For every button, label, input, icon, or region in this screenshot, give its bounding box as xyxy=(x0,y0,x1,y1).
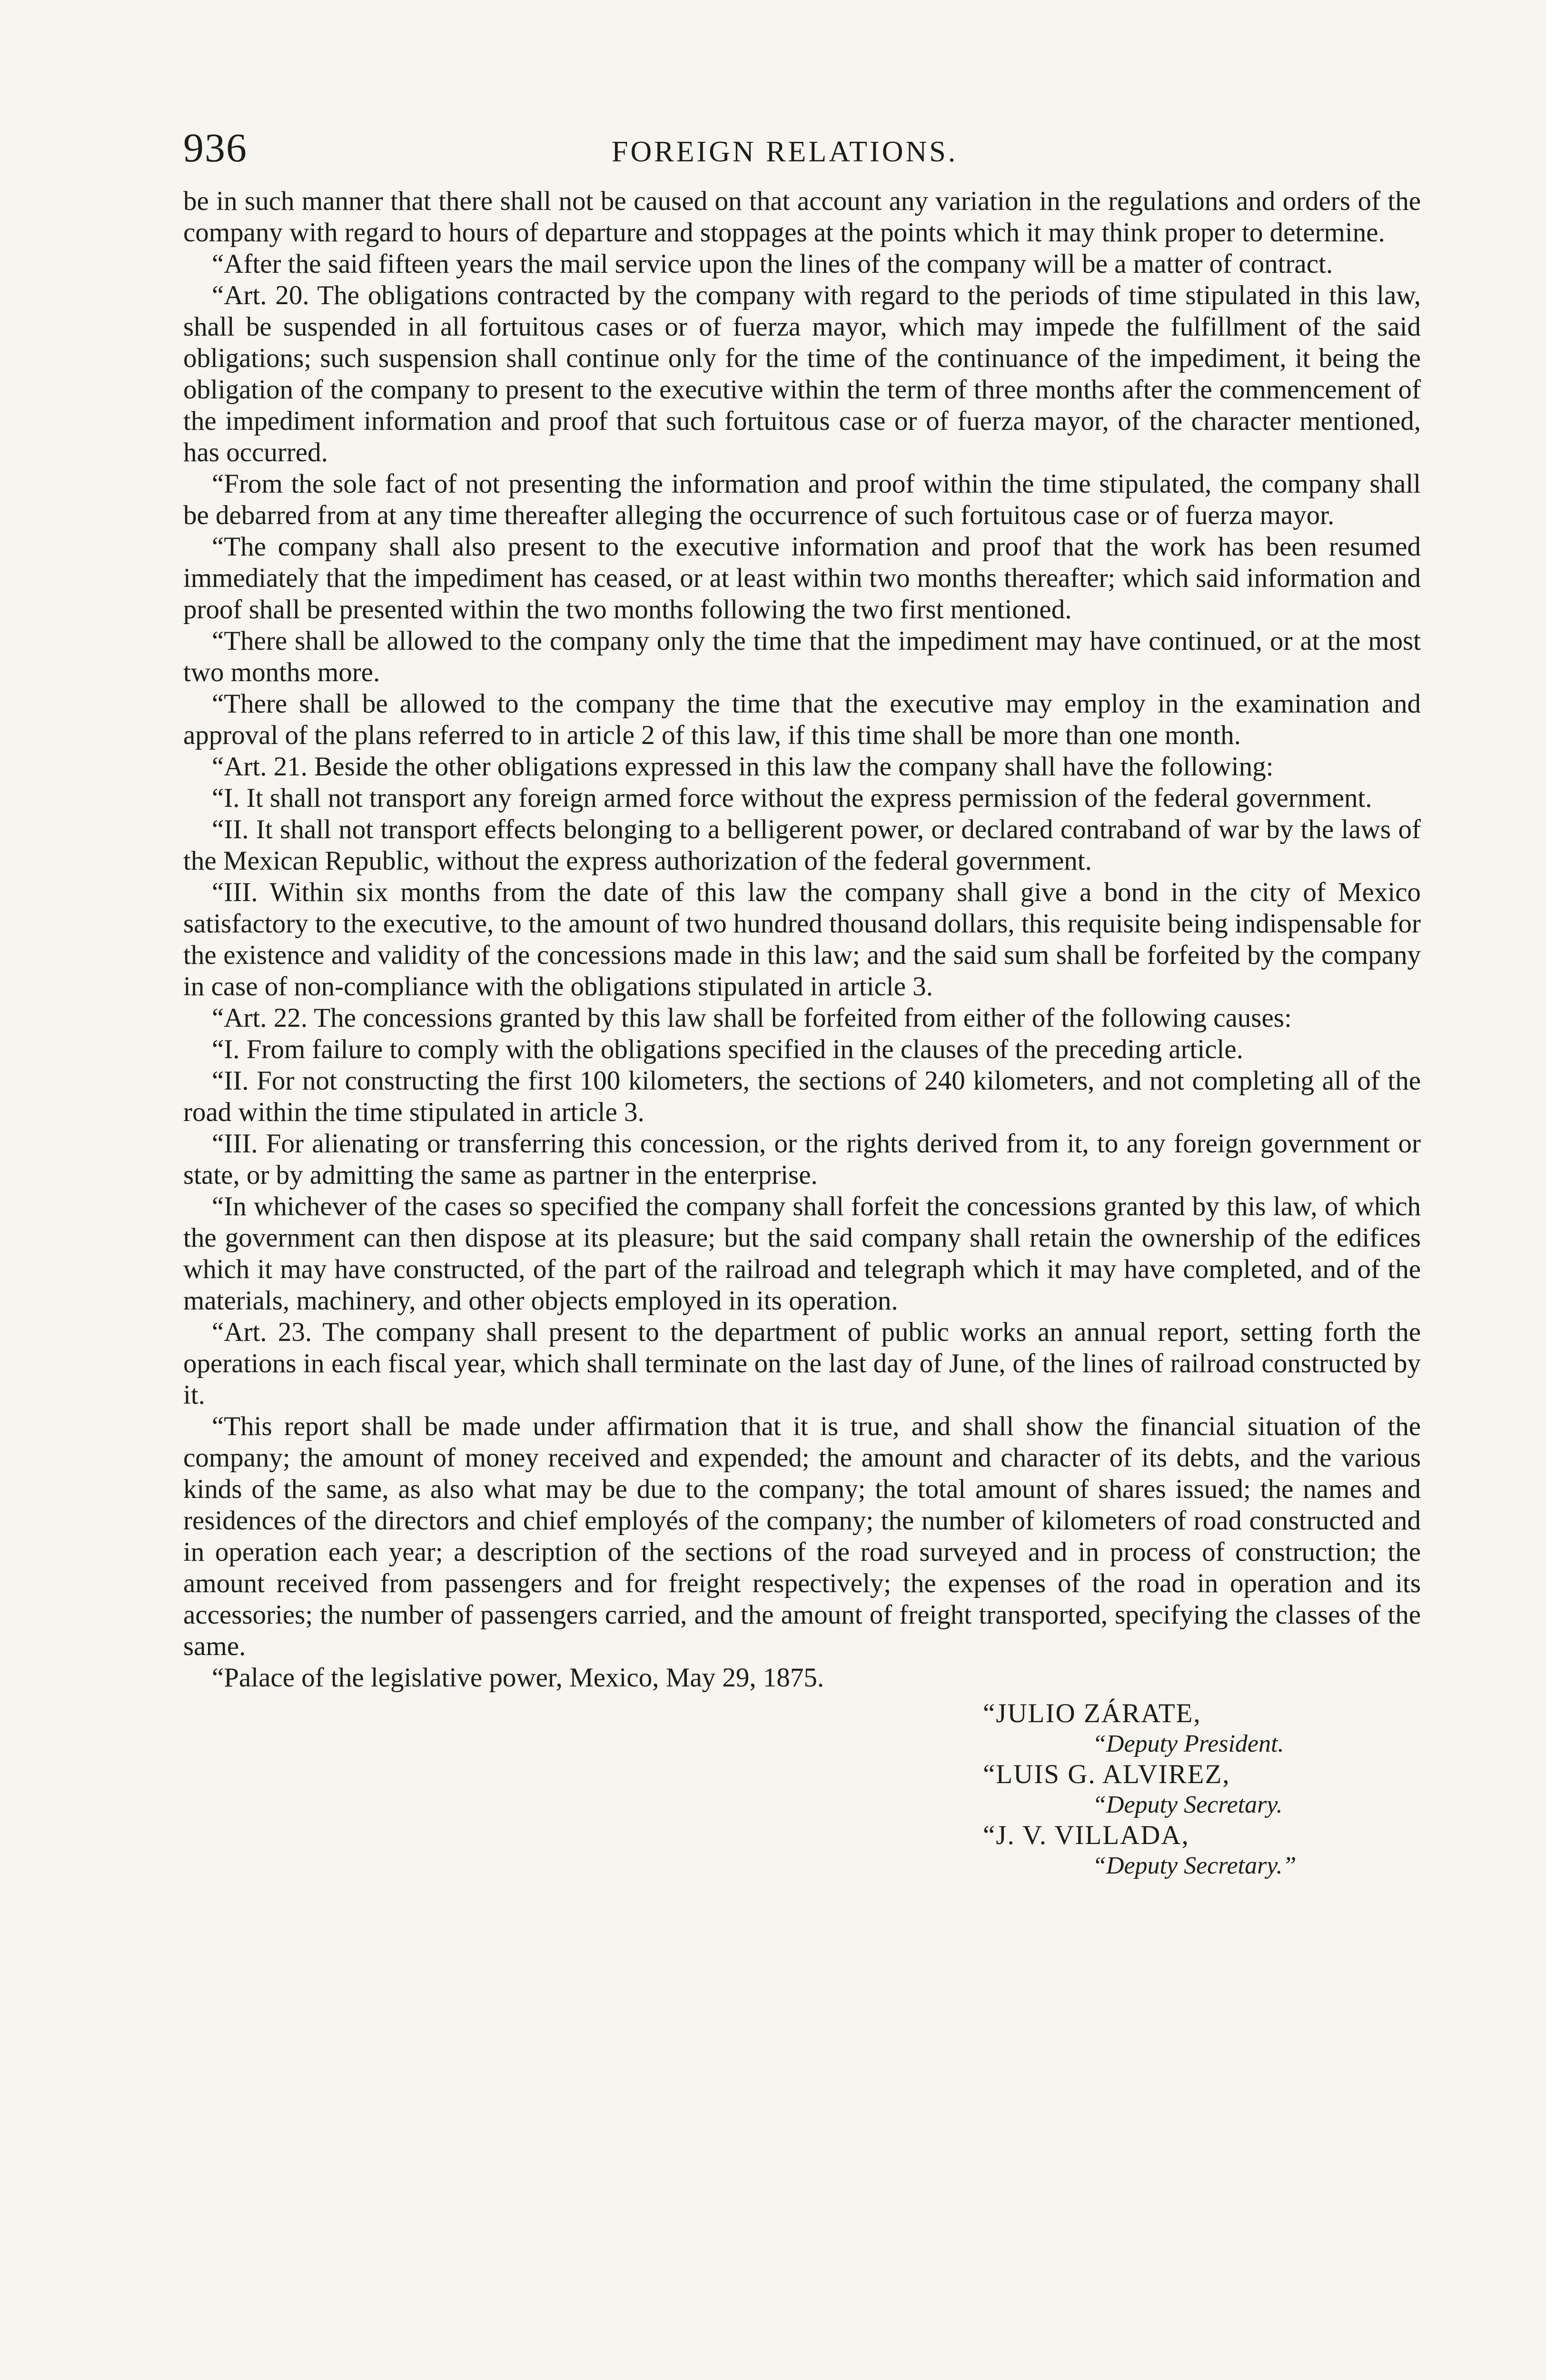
paragraph-dateline: “Palace of the legislative power, Mexico, May 29, 1875. xyxy=(212,1663,824,1693)
paragraph: “There shall be allowed to the company only the time that the impediment may have continued, or at the most two months more. xyxy=(183,626,1421,687)
document-page xyxy=(183,114,1421,1881)
signatory-name: “LUIS G. ALVIREZ, xyxy=(983,1759,1230,1789)
signatory-name: “JULIO ZÁRATE, xyxy=(983,1698,1201,1728)
paragraph: “The company shall also present to the executive information and proof that the work has been resumed immediately that the impediment has ceased, or at least within two months thereafter; which said information and proof shall be presented within the two months following the two first mentioned. xyxy=(183,532,1421,625)
running-head xyxy=(183,114,1421,170)
paragraph: “From the sole fact of not presenting the information and proof within the time stipulated, the company shall be debarred from at any time thereafter alleging the occurrence of such fortuitous case or of fuerza mayor. xyxy=(183,469,1421,530)
paragraph: “III. For alienating or transferring this concession, or the rights derived from it, to any foreign government or state, or by admitting the same as partner in the enterprise. xyxy=(183,1129,1421,1190)
paragraph: “There shall be allowed to the company the time that the executive may employ in the examination and approval of the plans referred to in article 2 of this law, if this time shall be more than one month. xyxy=(183,689,1421,750)
paragraph: be in such manner that there shall not be caused on that account any variation in the regulations and orders of the company with regard to hours of departure and stoppages at the points which it may think proper to determine. xyxy=(183,186,1421,248)
paragraph: “Art. 20. The obligations contracted by the company with regard to the periods of time stipulated in this law, shall be suspended in all fortuitous cases or of fuerza mayor, which may impede the fulfillment of the said obligations; such suspension shall continue only for the time of the continuance of the impediment, it being the obligation of the company to present to the executive within the term of three months after the commencement of the impediment information and proof that such fortuitous case or of fuerza mayor, of the character mentioned, has occurred. xyxy=(183,280,1421,467)
paragraph: “After the said fifteen years the mail service upon the lines of the company will be a matter of contract. xyxy=(212,249,1333,279)
running-title: FOREIGN RELATIONS. xyxy=(612,136,958,168)
paragraph: “Art. 21. Beside the other obligations expressed in this law the company shall have the following: xyxy=(212,752,1274,782)
paragraph: “Art. 22. The concessions granted by this law shall be forfeited from either of the following causes: xyxy=(212,1003,1292,1033)
signatory-name: “J. V. VILLADA, xyxy=(983,1820,1189,1850)
body-text xyxy=(183,186,1421,1694)
signatory-title: “Deputy Secretary. xyxy=(1092,1791,1283,1818)
signatory xyxy=(983,1759,1421,1820)
page-number: 936 xyxy=(183,125,248,170)
signature-block xyxy=(183,1698,1421,1881)
signatory-title: “Deputy President. xyxy=(1092,1730,1284,1757)
paragraph: “II. It shall not transport effects belonging to a belligerent power, or declared contraband of war by the laws of the Mexican Republic, without the express authorization of the federal government. xyxy=(183,814,1421,876)
paragraph: “Art. 23. The company shall present to the department of public works an annual report, setting forth the operations in each fiscal year, which shall terminate on the last day of June, of the lines of railroad constructed by it. xyxy=(183,1317,1421,1410)
paragraph: “II. For not constructing the first 100 kilometers, the sections of 240 kilometers, and not completing all of the road within the time stipulated in article 3. xyxy=(183,1066,1421,1127)
signatory-title: “Deputy Secretary.” xyxy=(1092,1852,1297,1879)
signatory xyxy=(983,1820,1421,1881)
paragraph: “III. Within six months from the date of this law the company shall give a bond in the city of Mexico satisfactory to the executive, to the amount of two hundred thousand dollars, this requisite being indispensable for the existence and validity of the concessions made in this law; and the said sum shall be forfeited by the company in case of non-compliance with the obligations stipulated in article 3. xyxy=(183,877,1421,1002)
paragraph: “I. From failure to comply with the obligations specified in the clauses of the preceding article. xyxy=(212,1034,1243,1064)
signatory xyxy=(983,1698,1421,1759)
paragraph: “I. It shall not transport any foreign armed force without the express permission of the federal government. xyxy=(212,783,1372,813)
paragraph: “In whichever of the cases so specified the company shall forfeit the concessions granted by this law, of which the government can then dispose at its pleasure; but the said company shall retain the ownership of the edifices which it may have constructed, of the part of the railroad and telegraph which it may have completed, and of the materials, machinery, and other objects employed in its operation. xyxy=(183,1191,1421,1316)
paragraph: “This report shall be made under affirmation that it is true, and shall show the financial situation of the company; the amount of money received and expended; the amount and character of its debts, and the various kinds of the same, as also what may be due to the company; the total amount of shares issued; the names and residences of the directors and chief employés of the company; the number of kilometers of road constructed and in operation each year; a description of the sections of the road surveyed and in process of construction; the amount received from passengers and for freight respectively; the expenses of the road in operation and its accessories; the number of passengers carried, and the amount of freight transported, specifying the classes of the same. xyxy=(183,1411,1421,1661)
